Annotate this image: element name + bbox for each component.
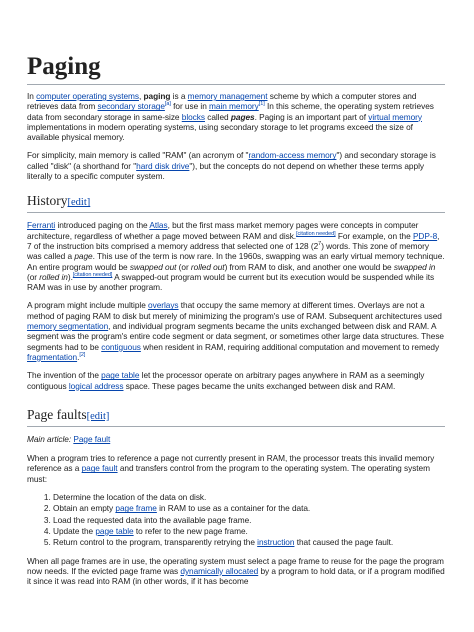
text: and transfers control from the program to the operating system. The operating system must: [27,463,430,484]
text: . This use of the term is now rare. In the 1960s, swapping was an early virtual memory technique. An entire program would be [27,251,445,272]
text: ) words. This zone of memory was called a [27,240,429,262]
italic-page: page [74,251,93,262]
text: For simplicity, main memory is called "RAM" (an acronym of " [27,150,249,161]
link-main-memory[interactable]: main memory [209,101,259,112]
text: ) from RAM to disk, and another one would be [224,261,394,272]
intro-paragraph-2 [27,150,445,181]
list-item [53,492,445,502]
link-memory-segmentation[interactable]: memory segmentation [27,321,109,332]
text: Determine the location of the data on disk. [53,492,207,503]
text: space. These pages became the units exchanged between disk and RAM. [123,380,396,391]
text: , and individual program segments became the units exchanged between disk and RAM. A segment was the program's entire code segment or data segment, or sometimes other large data structures. These segments had to be [27,321,444,352]
section-heading-page-faults [27,406,445,427]
history-paragraph-1 [27,220,445,292]
text: For example, on the [335,230,413,241]
text: ). [67,271,73,282]
text: scheme by which a computer stores and retrieves data from [27,91,417,112]
text: that caused the page fault. [294,537,394,548]
link-page-frame[interactable]: page frame [115,503,157,514]
link-page-table-2[interactable]: page table [95,525,134,536]
link-atlas[interactable]: Atlas [149,220,168,231]
text: implementations in modern operating systems, using secondary storage to let programs exceed the size of available physical memory. [27,121,413,143]
article [27,52,445,594]
edit-link-page-faults[interactable]: [edit] [86,410,110,422]
link-page-table[interactable]: page table [101,370,140,381]
link-pdp-8[interactable]: PDP-8 [412,230,438,241]
citation-needed-2[interactable]: [citation needed] [72,272,113,279]
history-paragraph-2 [27,300,445,362]
text: . Paging is an important part of [254,111,369,122]
text: In [27,91,37,101]
text: ") and secondary storage is called "disk" (a shorthand for " [27,150,436,171]
edit-link-history[interactable]: [edit] [67,197,91,209]
link-contiguous[interactable]: contiguous [101,341,141,352]
text: In this scheme, the operating system retrieves data from secondary storage in same-size [27,101,434,122]
main-article-hatnote [27,434,445,444]
section-heading-history [27,192,445,213]
text: A program might include multiple [27,300,149,311]
text: The invention of the [27,370,102,381]
page-title: Paging [27,52,445,85]
heading-text: History [27,193,68,209]
text: "), but the concepts do not depend on whether these terms apply literally to a specific computer system. [27,160,424,182]
text: , [139,91,144,101]
link-secondary-storage[interactable]: secondary storage [97,101,165,112]
text: by a program to hold data, or if a program modified it since it was read into RAM (in other words, if it has become [27,565,445,587]
list-item [53,503,445,513]
text: is a [170,91,188,101]
text: , but the first mass market memory pages were concepts in computer architecture, regardless of whether a page moved between RAM and disk. [27,220,419,241]
text: Load the requested data into the available page frame. [53,514,252,525]
list-item [53,526,445,536]
faults-paragraph-2 [27,556,445,587]
link-page-fault-main[interactable]: Page fault [73,433,111,444]
reference-2[interactable]: [2] [79,352,86,359]
text: let the processor operate on arbitrary pages anywhere in RAM as a seemingly contiguous [27,370,425,391]
link-ferranti[interactable]: Ferranti [27,220,56,231]
text: in RAM to use as a container for the data. [156,503,311,514]
bold-term-pages: pages [230,111,255,122]
note-a[interactable]: [a] [164,101,171,108]
faults-paragraph-1 [27,453,445,484]
link-fragmentation[interactable]: fragmentation [27,351,78,362]
italic-rolled-in: rolled in [39,271,68,282]
link-blocks[interactable]: blocks [181,111,205,122]
text: When all page frames are in use, the operating system must select a page frame to reuse for the page the program now needs. If the evicted page frame was [27,555,444,576]
superscript-7: 7 [318,241,322,248]
link-logical-address[interactable]: logical address [68,380,124,391]
bold-term-paging: paging [143,91,171,101]
link-computer-operating-systems[interactable]: computer operating systems [36,91,139,101]
text: (or [176,261,191,272]
text: that occupy the same memory at different times. Overlays are not a method of paging RAM to disk but merely of minimizing the program's use of RAM. Subsequent architectures used [27,300,442,321]
text: Update the [53,525,96,536]
text: , 7 of the instruction bits comprised a memory address that selected one of 128 (2 [27,230,440,251]
heading-text: Page faults [27,406,87,422]
text: . [77,351,80,362]
text: When a program tries to reference a page not currently present in RAM, the processor treats this invalid memory reference as a [27,453,435,474]
text: for use in [170,101,210,112]
link-instruction[interactable]: instruction [257,537,295,548]
intro-paragraph-1 [27,91,445,142]
link-page-fault[interactable]: page fault [81,463,118,474]
reference-1[interactable]: [1] [258,101,265,108]
italic-rolled-out: rolled out [190,261,225,272]
text: called [204,111,231,122]
text: when resident in RAM, requiring additional computation and movement to remedy [140,341,440,352]
list-item [53,537,445,547]
hatnote-label: Main article: [27,433,74,444]
italic-swapped-out: swapped out [129,261,177,272]
italic-swapped-in: swapped in [393,261,436,272]
citation-needed-1[interactable]: [citation needed] [296,230,336,237]
link-virtual-memory[interactable]: virtual memory [368,111,422,122]
text: A swapped-out program would be current but its execution would be suspended while its RAM was in use by another program. [27,271,435,293]
link-memory-management[interactable]: memory management [187,91,268,101]
history-paragraph-3 [27,370,445,391]
text: Return control to the program, transparently retrying the [53,537,258,548]
text: Obtain an empty [53,503,116,514]
text: to refer to the new page frame. [133,525,248,536]
text: introduced paging on the [55,220,150,231]
link-hard-disk-drive[interactable]: hard disk drive [136,160,190,171]
link-random-access-memory[interactable]: random-access memory [248,150,337,161]
list-item [53,515,445,525]
link-overlays[interactable]: overlays [148,300,179,311]
link-dynamically-allocated[interactable]: dynamically allocated [180,565,259,576]
os-steps-list [27,492,445,547]
text: (or [27,271,40,282]
